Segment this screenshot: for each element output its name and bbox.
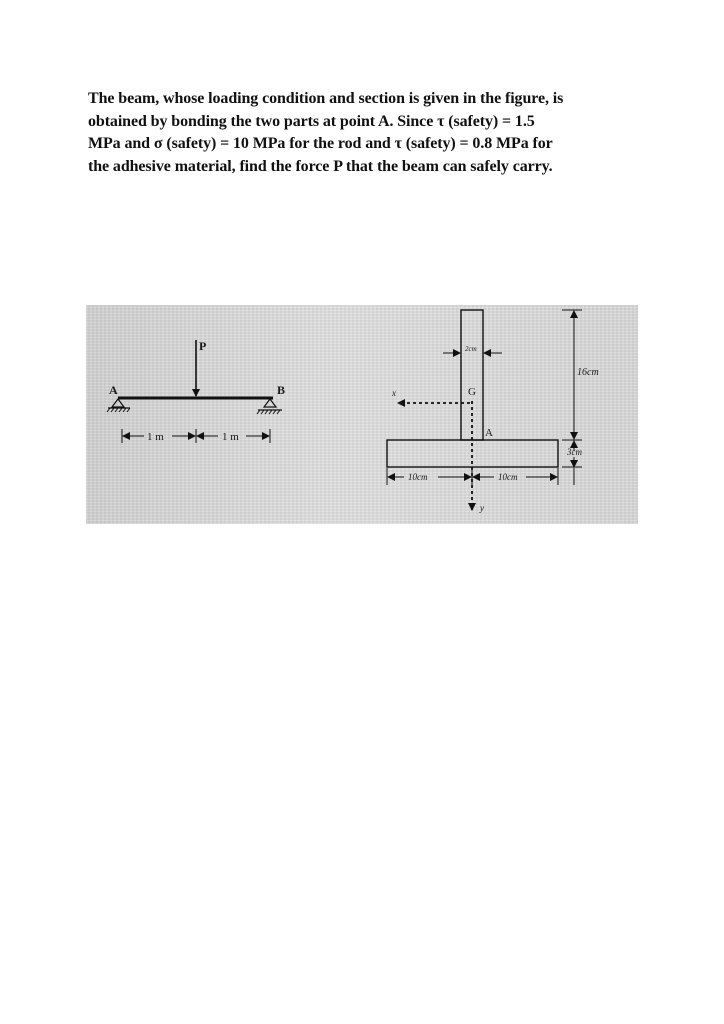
problem-line-4: the adhesive material, find the force P that the beam can safely carry. xyxy=(88,157,553,175)
pin-support-left xyxy=(107,399,130,412)
load-label-p: P xyxy=(199,339,207,353)
web-height-label: 16cm xyxy=(577,367,599,378)
x-axis-label: x xyxy=(392,388,396,398)
problem-statement xyxy=(88,88,648,178)
flange-right-label: 10cm xyxy=(498,472,518,482)
flange-left-label: 10cm xyxy=(408,472,428,482)
problem-figure xyxy=(86,305,638,524)
web-width-label: 2cm xyxy=(465,345,477,353)
span-dimension xyxy=(122,429,270,443)
support-label-a: A xyxy=(109,383,118,397)
bond-point-label-a: A xyxy=(485,427,493,439)
y-axis-label: y xyxy=(480,503,484,513)
support-label-b: B xyxy=(277,383,286,397)
roller-support-right xyxy=(257,399,282,414)
span-label-left: 1 m xyxy=(147,431,164,443)
centroid-label-g: G xyxy=(468,386,476,398)
problem-line-1: The beam, whose loading condition and section is given in the figure, is xyxy=(88,90,564,107)
problem-line-2: obtained by bonding the two parts at point A. Since τ (safety) = 1.5 xyxy=(88,112,535,130)
t-section-diagram xyxy=(387,310,599,513)
problem-line-3: MPa and σ (safety) = 10 MPa for the rod and τ (safety) = 0.8 MPa for xyxy=(88,135,553,152)
beam-diagram xyxy=(107,339,285,443)
span-label-right: 1 m xyxy=(222,431,239,443)
figure-svg xyxy=(86,305,638,524)
flange-thickness-label: 3cm xyxy=(567,447,582,457)
